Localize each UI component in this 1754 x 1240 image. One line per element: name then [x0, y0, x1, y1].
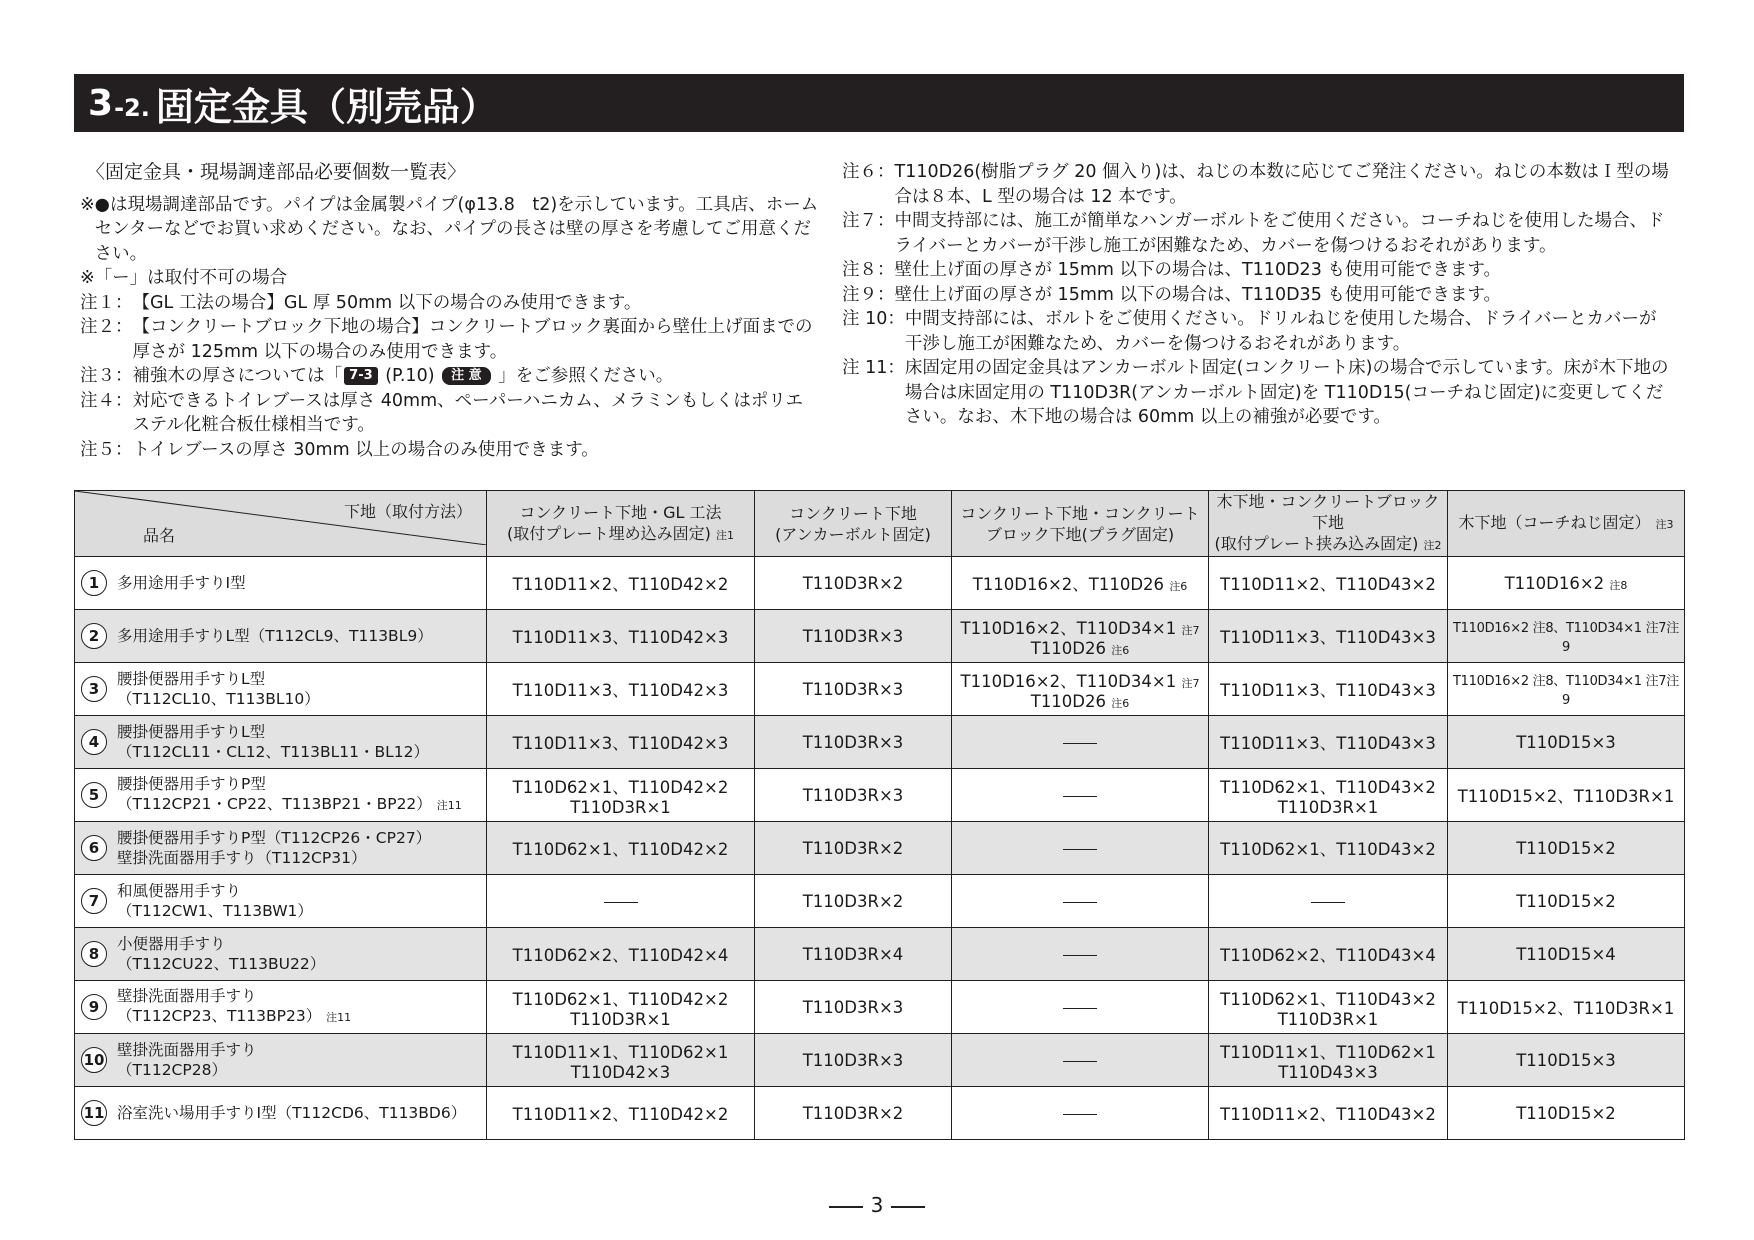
product-model: （T112CL10、T113BL10） — [117, 690, 320, 708]
not-applicable-dash — [1063, 902, 1097, 903]
part-spec: T110D62×2、T110D42×4 — [512, 946, 729, 965]
parts-cell-c4 — [1209, 769, 1448, 822]
parts-cell-c3 — [952, 1087, 1209, 1140]
product-name-cell — [75, 981, 487, 1034]
product-name-cell — [75, 663, 487, 716]
product-name-cell — [75, 875, 487, 928]
note-text: 対応できるトイレブースは厚さ 40mm、ペーパーハニカム、メラミンもしくはポリエステル化粧合板仕様相当です。 — [132, 390, 804, 435]
row-number-badge: 2 — [81, 623, 107, 649]
note-text: トイレブースの厚さ 30mm 以上の場合のみ使用できます。 — [132, 439, 599, 460]
parts-cell-c5 — [1448, 1034, 1685, 1087]
note-ref: 注6 — [1111, 696, 1130, 710]
corner-bottom-label: 品名 — [143, 526, 176, 545]
note-text: 【GL 工法の場合】GL 厚 50mm 以下の場合のみ使用できます。 — [132, 292, 642, 313]
part-spec: T110D11×3、T110D43×3 — [1220, 628, 1436, 647]
note-item — [842, 258, 1672, 283]
part-spec: T110D16×2 注8、T110D34×1 注7注9 — [1453, 674, 1679, 708]
parts-table — [74, 490, 1685, 1140]
product-model: 壁掛洗面器用手すり（T112CP31） — [117, 849, 367, 867]
parts-cell-c4 — [1209, 822, 1448, 875]
part-spec: T110D3R×2 — [802, 838, 904, 858]
product-name: 多用途用手すりL型（T112CL9、T113BL9） — [117, 627, 433, 645]
note-text: 中間支持部には、ボルトをご使用ください。ドリルねじを使用した場合、ドライバーとカバーが干渉し施工が困難なため、カバーを傷つけるおそれがあります。 — [904, 309, 1657, 354]
table-row — [75, 769, 1685, 822]
table-row — [75, 663, 1685, 716]
parts-cell-c4 — [1209, 1034, 1448, 1087]
part-spec: T110D11×2、T110D43×2 — [1220, 1105, 1436, 1124]
note-text-part: 」をご参照ください。 — [492, 366, 674, 386]
corner-top-label: 下地（取付方法） — [343, 502, 472, 521]
note-text-part: 補強木の厚さについては「 — [132, 366, 343, 386]
not-applicable-dash — [1063, 1061, 1097, 1062]
part-spec: T110D16×2、T110D34×1 — [960, 618, 1177, 638]
product-name: 腰掛便器用手すりL型 — [117, 670, 266, 688]
product-name: 多用途用手すりI型 — [117, 574, 246, 592]
row-number-badge: 8 — [81, 941, 107, 967]
note-item — [80, 315, 820, 364]
note-item — [80, 364, 820, 389]
not-applicable-dash — [1063, 849, 1097, 850]
part-spec: T110D42×3 — [570, 1062, 671, 1082]
not-applicable-dash — [1063, 1114, 1097, 1115]
part-spec: T110D15×3 — [1516, 732, 1616, 752]
not-applicable-dash — [1063, 955, 1097, 956]
part-spec: T110D11×3、T110D43×3 — [1220, 734, 1436, 753]
note-text-part: (P.10) — [379, 366, 441, 386]
parts-cell-c4 — [1209, 928, 1448, 981]
note-label: 注 10： — [842, 309, 905, 329]
part-spec: T110D3R×4 — [802, 944, 904, 964]
note-item — [842, 356, 1672, 430]
part-spec: T110D15×2 — [1516, 1103, 1616, 1123]
note-label: ※ — [80, 194, 95, 215]
parts-cell-c3 — [952, 610, 1209, 663]
parts-cell-c3 — [952, 875, 1209, 928]
note-text: 中間支持部には、施工が簡単なハンガーボルトをご使用ください。コーチねじを使用した場合、ドライバーとカバーが干渉し施工が困難なため、カバーを傷つけるおそれがあります。 — [894, 211, 1665, 256]
part-spec: T110D3R×3 — [802, 785, 904, 805]
section-title: 固定金具（別売品） — [155, 84, 498, 129]
parts-cell-c3 — [952, 769, 1209, 822]
not-applicable-dash — [1063, 1008, 1097, 1009]
part-spec: T110D16×2 注8、T110D34×1 注7注9 — [1453, 621, 1679, 655]
table-row — [75, 557, 1685, 610]
parts-cell-c1 — [487, 716, 755, 769]
note-item — [80, 438, 820, 463]
note-label: 注２： — [80, 317, 133, 337]
parts-cell-c1 — [487, 610, 755, 663]
part-spec: T110D3R×2 — [802, 573, 904, 593]
section-number: 3 — [88, 82, 115, 124]
table-row — [75, 928, 1685, 981]
table-row — [75, 1087, 1685, 1140]
table-corner-cell — [75, 491, 487, 557]
note-ref: 注6 — [1111, 643, 1130, 657]
parts-cell-c5 — [1448, 822, 1685, 875]
part-spec: T110D15×2 — [1516, 891, 1616, 911]
table-row — [75, 875, 1685, 928]
note-ref: 注11 — [436, 799, 462, 812]
product-model: （T112CW1、T113BW1） — [117, 902, 313, 920]
part-spec: T110D11×3、T110D42×3 — [512, 734, 729, 753]
part-spec: T110D11×1、T110D62×1 — [1220, 1042, 1436, 1062]
note-item — [842, 307, 1672, 356]
part-spec: T110D43×3 — [1278, 1062, 1378, 1082]
product-name-cell — [75, 822, 487, 875]
not-applicable-dash — [1311, 902, 1345, 903]
parts-cell-c4 — [1209, 663, 1448, 716]
parts-cell-c4 — [1209, 1087, 1448, 1140]
parts-cell-c5 — [1448, 981, 1685, 1034]
parts-cell-c1 — [487, 1034, 755, 1087]
part-spec: T110D16×2、T110D26 — [972, 575, 1165, 594]
note-ref: 注8 — [1609, 578, 1628, 592]
parts-cell-c1 — [487, 928, 755, 981]
row-number-badge: 9 — [81, 994, 107, 1020]
part-spec: T110D26 — [1030, 691, 1107, 711]
product-name: 腰掛便器用手すりL型 — [117, 723, 266, 741]
note-text: 壁仕上げ面の厚さが 15mm 以下の場合は、T110D35 も使用可能できます。 — [894, 284, 1501, 305]
product-model: （T112CP28） — [117, 1061, 227, 1079]
row-number-badge: 1 — [81, 570, 107, 596]
product-name-cell — [75, 928, 487, 981]
part-spec: T110D11×2、T110D43×2 — [1220, 575, 1436, 594]
col-header-1: コンクリート下地・GL 工法 (取付プレート埋め込み固定) 注1 — [487, 491, 755, 557]
note-label: 注８： — [842, 260, 895, 280]
part-spec: T110D62×1、T110D42×2 — [512, 777, 729, 797]
parts-cell-c4 — [1209, 557, 1448, 610]
parts-cell-c2 — [755, 557, 952, 610]
parts-cell-c2 — [755, 981, 952, 1034]
table-row — [75, 1034, 1685, 1087]
part-spec: T110D16×2 — [1504, 573, 1605, 593]
note-label: 注３： — [80, 366, 133, 386]
col-header-2: コンクリート下地 (アンカーボルト固定) — [755, 491, 952, 557]
part-spec: T110D3R×3 — [802, 732, 904, 752]
parts-cell-c5 — [1448, 557, 1685, 610]
part-spec: T110D3R×1 — [570, 797, 671, 817]
part-spec: T110D3R×3 — [802, 1050, 904, 1070]
note-ref: 注6 — [1169, 580, 1188, 593]
product-name-cell — [75, 610, 487, 663]
note-label: 注５： — [80, 439, 133, 460]
part-spec: T110D3R×2 — [802, 891, 904, 911]
product-name-cell — [75, 769, 487, 822]
note-label: 注９： — [842, 284, 895, 305]
note-text: 【コンクリートブロック下地の場合】コンクリートブロック裏面から壁仕上げ面までの厚さが 125mm 以下の場合のみ使用できます。 — [132, 317, 813, 362]
parts-cell-c1 — [487, 769, 755, 822]
product-name: 小便器用手すり — [117, 935, 226, 953]
row-number-badge: 3 — [81, 676, 107, 702]
part-spec: T110D11×3、T110D43×3 — [1220, 681, 1436, 700]
product-model: （T112CP23、T113BP23） 注11 — [117, 1007, 352, 1025]
parts-cell-c2 — [755, 875, 952, 928]
parts-cell-c5 — [1448, 875, 1685, 928]
parts-cell-c3 — [952, 928, 1209, 981]
parts-cell-c4 — [1209, 610, 1448, 663]
parts-cell-c4 — [1209, 716, 1448, 769]
col-header-5: 木下地（コーチねじ固定） 注3 — [1448, 491, 1685, 557]
parts-cell-c2 — [755, 1034, 952, 1087]
product-name: 壁掛洗面器用手すり — [117, 1041, 257, 1059]
parts-cell-c3 — [952, 1034, 1209, 1087]
not-applicable-dash — [1063, 796, 1097, 797]
parts-cell-c2 — [755, 1087, 952, 1140]
table-row — [75, 981, 1685, 1034]
table-row — [75, 822, 1685, 875]
left-notes-list — [80, 193, 820, 463]
product-name: 腰掛便器用手すりP型 — [117, 775, 266, 793]
note-item — [80, 266, 820, 291]
product-name: 和風便器用手すり — [117, 882, 242, 900]
part-spec: T110D11×1、T110D62×1 — [512, 1042, 729, 1062]
page-number: 3 — [0, 1193, 1754, 1217]
part-spec: T110D11×3、T110D42×3 — [512, 628, 729, 647]
product-name: 浴室洗い場用手すりI型（T112CD6、T113BD6） — [117, 1104, 467, 1122]
part-spec: T110D15×2、T110D3R×1 — [1457, 787, 1675, 806]
part-spec: T110D26 — [1030, 638, 1107, 658]
note-label: 注４： — [80, 390, 133, 411]
right-notes-list — [842, 160, 1672, 430]
part-spec: T110D11×2、T110D42×2 — [512, 1105, 729, 1124]
row-number-badge: 10 — [81, 1047, 107, 1073]
part-spec: T110D62×1、T110D43×2 — [1220, 777, 1436, 797]
note-item — [80, 291, 820, 316]
parts-cell-c4 — [1209, 981, 1448, 1034]
parts-cell-c3 — [952, 557, 1209, 610]
part-spec: T110D16×2、T110D34×1 — [960, 671, 1177, 691]
parts-cell-c5 — [1448, 716, 1685, 769]
part-spec: T110D62×1、T110D42×2 — [512, 840, 729, 859]
note-text — [133, 364, 674, 389]
parts-cell-c5 — [1448, 769, 1685, 822]
note-item — [80, 389, 820, 438]
note-ref: 注7 — [1181, 676, 1200, 690]
parts-cell-c2 — [755, 769, 952, 822]
parts-cell-c1 — [487, 1087, 755, 1140]
product-model: （T112CP21・CP22、T113BP21・BP22） 注11 — [117, 795, 462, 813]
product-name-cell — [75, 1034, 487, 1087]
not-applicable-dash — [604, 902, 638, 903]
row-number-badge: 4 — [81, 729, 107, 755]
section-header — [74, 74, 1684, 132]
product-name-cell — [75, 716, 487, 769]
parts-cell-c5 — [1448, 928, 1685, 981]
row-number-badge: 6 — [81, 835, 107, 861]
part-spec: T110D15×2 — [1516, 838, 1616, 858]
part-spec: T110D62×1、T110D43×2 — [1220, 840, 1436, 859]
part-spec: T110D15×4 — [1516, 944, 1616, 964]
note-label: 注１： — [80, 292, 133, 313]
part-spec: T110D3R×1 — [1277, 797, 1379, 817]
parts-cell-c2 — [755, 663, 952, 716]
note-ref: 注7 — [1181, 623, 1200, 637]
parts-cell-c1 — [487, 981, 755, 1034]
note-item — [842, 283, 1672, 308]
product-model: （T112CU22、T113BU22） — [117, 955, 326, 973]
part-spec: T110D62×1、T110D42×2 — [512, 989, 729, 1009]
note-text: 壁仕上げ面の厚さが 15mm 以下の場合は、T110D23 も使用可能できます。 — [894, 260, 1501, 280]
part-spec: T110D3R×1 — [570, 1009, 671, 1029]
note-text: ※「ー」は取付不可の場合 — [80, 268, 288, 288]
note-label: 注６： — [842, 162, 895, 182]
parts-cell-c1 — [487, 822, 755, 875]
row-number-badge: 5 — [81, 782, 107, 808]
part-spec: T110D62×2、T110D43×4 — [1220, 946, 1436, 965]
left-notes — [80, 160, 820, 462]
row-number-badge: 11 — [81, 1100, 107, 1126]
parts-cell-c5 — [1448, 1087, 1685, 1140]
part-spec: T110D11×3、T110D42×3 — [512, 681, 729, 700]
part-spec: T110D3R×1 — [1277, 1009, 1379, 1029]
parts-cell-c3 — [952, 663, 1209, 716]
part-spec: T110D3R×3 — [802, 997, 904, 1017]
part-spec: T110D15×2、T110D3R×1 — [1457, 999, 1675, 1018]
parts-cell-c5 — [1448, 610, 1685, 663]
part-spec: T110D3R×3 — [802, 626, 904, 646]
parts-cell-c5 — [1448, 663, 1685, 716]
note-text: 床固定用の固定金具はアンカーボルト固定(コンクリート床)の場合で示しています。床が木下地の場合は床固定用の T110D3R(アンカーボルト固定)を T110D15(コーチねじ固定)に変更してください。なお、木下地の場合は 60mm 以上の補強が必要です。 — [904, 358, 1669, 427]
parts-cell-c2 — [755, 716, 952, 769]
parts-cell-c1 — [487, 557, 755, 610]
section-sub-number: -2. — [114, 94, 150, 122]
parts-cell-c3 — [952, 716, 1209, 769]
table-body — [75, 557, 1685, 1140]
note-item — [842, 209, 1672, 258]
table-caption: 〈固定金具・現場調達部品必要個数一覧表〉 — [86, 161, 467, 183]
note-item — [80, 193, 820, 267]
product-model: （T112CL11・CL12、T113BL11・BL12） — [117, 743, 429, 761]
product-name: 壁掛洗面器用手すり — [117, 987, 257, 1005]
part-spec: T110D3R×2 — [802, 1103, 904, 1123]
parts-cell-c1 — [487, 875, 755, 928]
row-number-badge: 7 — [81, 888, 107, 914]
page-number-right-rule — [891, 1206, 925, 1208]
note-label: 注 11： — [842, 358, 905, 378]
table-row — [75, 716, 1685, 769]
part-spec: T110D11×2、T110D42×2 — [512, 575, 729, 594]
product-name: 腰掛便器用手すりP型（T112CP26・CP27） — [117, 829, 432, 847]
not-applicable-dash — [1063, 743, 1097, 744]
note-text: T110D26(樹脂プラグ 20 個入り)は、ねじの本数に応じてご発注ください。ねじの本数はＩ型の場合は８本、L 型の場合は 12 本です。 — [894, 162, 1669, 207]
part-spec: T110D62×1、T110D43×2 — [1220, 989, 1436, 1009]
parts-cell-c2 — [755, 822, 952, 875]
parts-cell-c1 — [487, 663, 755, 716]
note-label: 注７： — [842, 211, 895, 231]
part-spec: T110D15×3 — [1516, 1050, 1616, 1070]
caution-badge: 注 意 — [442, 367, 491, 385]
product-name-cell — [75, 1087, 487, 1140]
table-row — [75, 610, 1685, 663]
col-header-4: 木下地・コンクリートブロック下地 (取付プレート挟み込み固定) 注2 — [1209, 491, 1448, 557]
product-name-cell — [75, 557, 487, 610]
parts-cell-c3 — [952, 981, 1209, 1034]
parts-cell-c3 — [952, 822, 1209, 875]
parts-cell-c2 — [755, 928, 952, 981]
page-number-left-rule — [829, 1206, 863, 1208]
note-item — [842, 160, 1672, 209]
note-ref: 注11 — [326, 1011, 352, 1024]
parts-cell-c2 — [755, 610, 952, 663]
section-ref-badge: 7-3 — [344, 367, 378, 385]
parts-cell-c4 — [1209, 875, 1448, 928]
right-notes — [842, 160, 1672, 430]
part-spec: T110D3R×3 — [802, 679, 904, 699]
note-text: ●は現場調達部品です。パイプは金属製パイプ(φ13.8 t2)を示しています。工具店、ホームセンターなどでお買い求めください。なお、パイプの長さは壁の厚さを考慮してご用意ください。 — [94, 194, 819, 264]
col-header-3: コンクリート下地・コンクリート ブロック下地(プラグ固定) — [952, 491, 1209, 557]
